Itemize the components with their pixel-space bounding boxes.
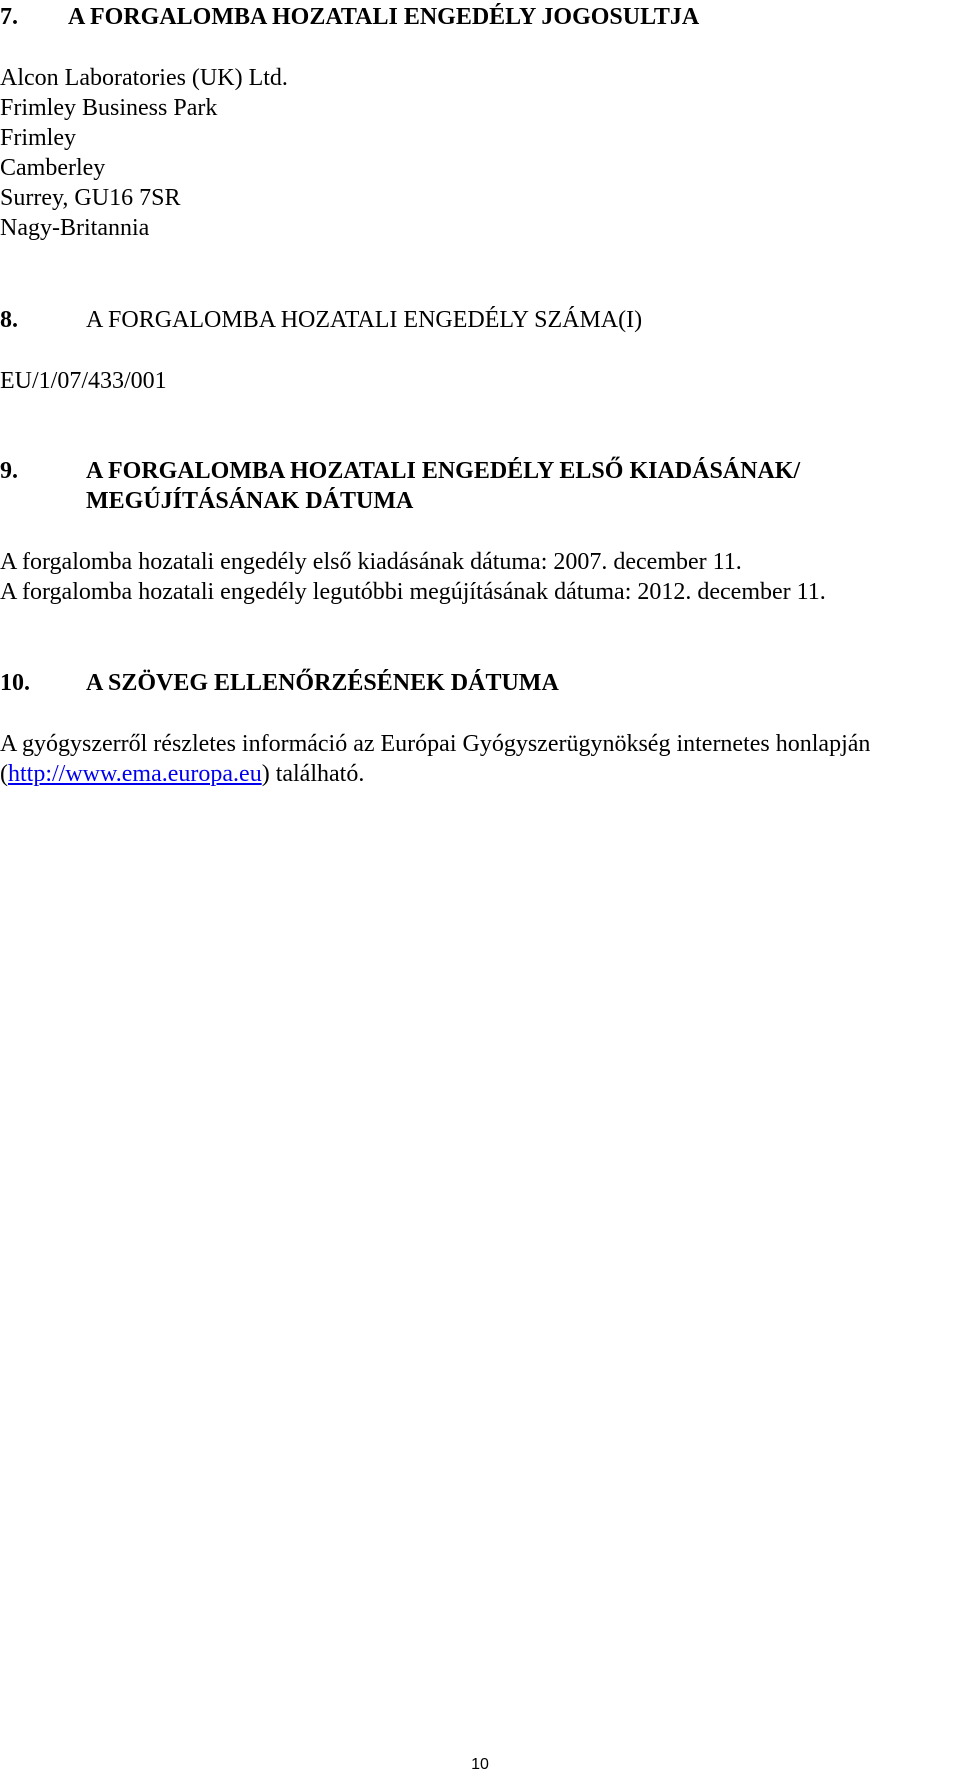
info-text-line2 xyxy=(0,759,364,789)
section-9-title-line2: MEGÚJÍTÁSÁNAK DÁTUMA xyxy=(86,488,414,514)
section-10-number: 10. xyxy=(0,670,30,696)
address-line: Camberley xyxy=(0,155,106,181)
address-line: Frimley Business Park xyxy=(0,95,218,121)
page-number: 10 xyxy=(471,1756,489,1773)
section-7-number: 7. xyxy=(0,4,18,30)
section-7-title: A FORGALOMBA HOZATALI ENGEDÉLY JOGOSULTJA xyxy=(68,4,700,30)
info-text-prefix: ( xyxy=(0,761,8,787)
ema-website-link[interactable]: http://www.ema.europa.eu xyxy=(8,761,262,787)
address-line: Surrey, GU16 7SR xyxy=(0,185,181,211)
section-10-title: A SZÖVEG ELLENŐRZÉSÉNEK DÁTUMA xyxy=(86,670,559,696)
address-line: Nagy-Britannia xyxy=(0,215,150,241)
address-line: Frimley xyxy=(0,125,76,151)
latest-renewal-date: A forgalomba hozatali engedély legutóbbi megújításának dátuma: 2012. december 11. xyxy=(0,579,826,605)
authorisation-number: EU/1/07/433/001 xyxy=(0,368,167,394)
section-9-number: 9. xyxy=(0,458,18,484)
info-text-suffix: ) található. xyxy=(261,761,365,787)
info-text-line1: A gyógyszerről részletes információ az Európai Gyógyszerügynökség internetes honlapján xyxy=(0,731,871,757)
address-line: Alcon Laboratories (UK) Ltd. xyxy=(0,65,288,91)
section-8-title: A FORGALOMBA HOZATALI ENGEDÉLY SZÁMA(I) xyxy=(86,307,643,333)
first-issue-date: A forgalomba hozatali engedély első kiadásának dátuma: 2007. december 11. xyxy=(0,549,742,575)
section-8-number: 8. xyxy=(0,307,18,333)
section-9-title-line1: A FORGALOMBA HOZATALI ENGEDÉLY ELSŐ KIADÁSÁNAK/ xyxy=(86,458,801,484)
